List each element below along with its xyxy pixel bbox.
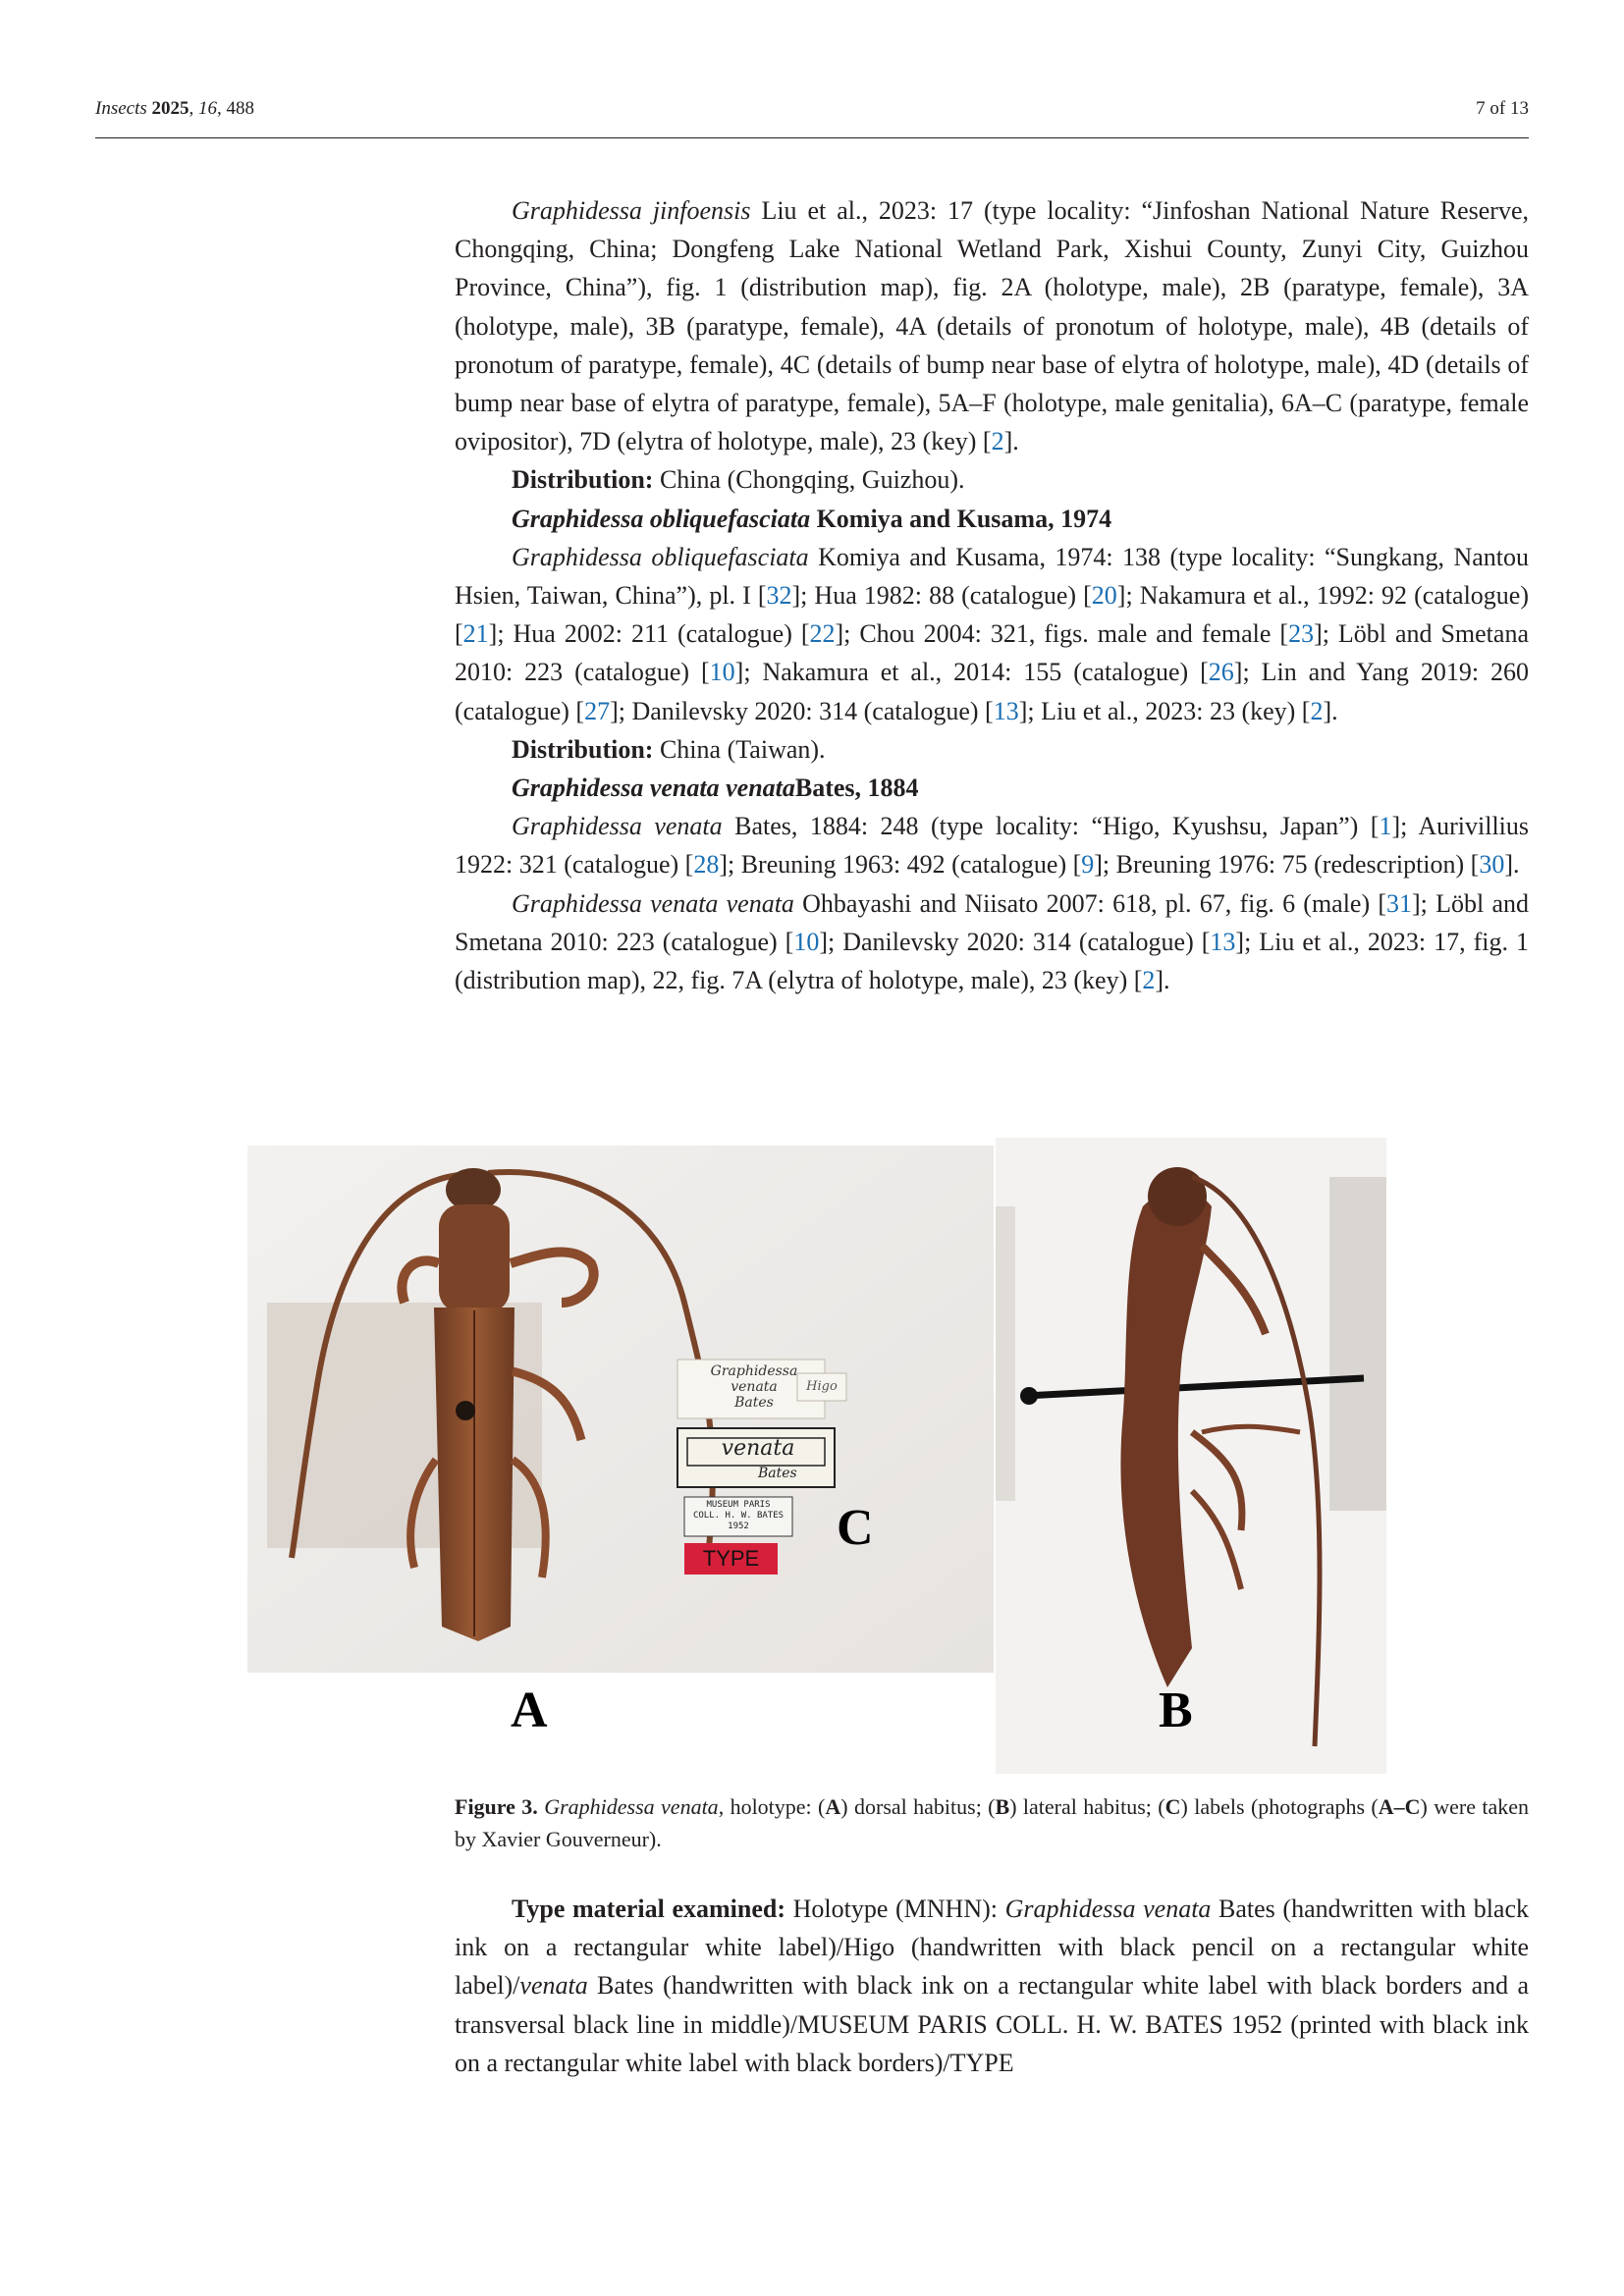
figure-letter-a: A (511, 1682, 548, 1738)
caption-panel-c: C (1164, 1794, 1181, 1819)
article-number: 488 (226, 98, 255, 119)
taxon-name: Graphidessa obliquefasciata (512, 504, 811, 533)
label-locality: Higo (806, 1379, 838, 1394)
paragraph-text: ]. (1504, 850, 1520, 880)
citation-link[interactable]: 13 (1210, 927, 1236, 956)
paragraph-venata-venata (455, 884, 1529, 1000)
distribution-label: Distribution: (512, 465, 654, 495)
paragraph-text: ]. (1155, 966, 1170, 995)
paragraph-text: ]; Nakamura et al., 1992: 92 (catalogue) [ (455, 581, 1529, 649)
journal-citation: Insects 2025, 16, 488 (95, 98, 255, 119)
heading-venata-venata (455, 769, 1529, 807)
citation-link[interactable]: 21 (462, 619, 489, 649)
paragraph-text: ]; Danilevsky 2020: 314 (catalogue) [ (819, 927, 1211, 956)
paragraph-text: ]; Danilevsky 2020: 314 (catalogue) [ (610, 696, 994, 725)
caption-panel-a: A (825, 1794, 841, 1819)
figure-caption (455, 1790, 1529, 1855)
paragraph-text: Liu et al., 2023: 17 (type locality: “Jinfoshan National Nature Reserve, Chongqing, China; Dongfeng Lake National Wetland Park, Xishui County, Zunyi City, Guizhou Province, China”), fig. 1 (distribution map), fig. 2A (holotype, male), 2B (paratype, female), 3A (holotype, male), 3B (paratype, female), 4A (details of pronotum of holotype, male), 4B (details of pronotum of paratype, female), 4C (details of bump near base of elytra of holotype, male), 4D (details of bump near base of elytra of paratype, female), 5A–F (holotype, male genitalia), 6A–C (paratype, female ovipositor), 7D (elytra of holotype, male), 23 (key) [ (455, 196, 1529, 456)
paragraph-distribution-2 (455, 730, 1529, 769)
label-type: TYPE (702, 1546, 760, 1571)
citation-link[interactable]: 28 (693, 850, 720, 880)
paragraph-text: Komiya and Kusama, 1974: 138 (type locality: “Sungkang, Nantou Hsien, Taiwan, China”), pl. I [ (455, 542, 1529, 611)
citation-link[interactable]: 32 (766, 581, 792, 611)
museum-line-1: MUSEUM PARIS (706, 1500, 771, 1510)
type-material-label: Type material examined: (512, 1895, 786, 1923)
citation-link[interactable]: 9 (1081, 850, 1095, 880)
paragraph-text: ]; Liu et al., 2023: 23 (key) [ (1018, 696, 1311, 725)
label-museum (686, 1500, 790, 1532)
paragraph-text: ]; Nakamura et al., 2014: 155 (catalogue) [ (734, 658, 1209, 687)
citation-link[interactable]: 30 (1479, 850, 1505, 880)
paragraph-text: Bates (handwritten with black ink on a rectangular white label with black borders and a transversal black line in middle)/MUSEUM PARIS COLL. H. W. BATES 1952 (printed with black ink on a rectangular white label with black borders)/TYPE (455, 1971, 1529, 2077)
label-venata: venata (721, 1436, 795, 1461)
taxon-name: Graphidessa venata (1004, 1895, 1212, 1923)
paragraph-text: ]; Chou 2004: 321, figs. male and female [ (835, 619, 1289, 649)
paragraph-text: ]; Breuning 1976: 75 (redescription) [ (1094, 850, 1480, 880)
journal-year: 2025 (151, 98, 189, 119)
taxon-name: venata (519, 1971, 588, 2001)
taxon-name: Graphidessa venata (512, 812, 723, 841)
label-species-text: venata (731, 1379, 778, 1395)
distribution-text: China (Chongqing, Guizhou). (653, 465, 965, 495)
caption-panel-ac: A–C (1378, 1794, 1421, 1819)
paragraph-venata (455, 807, 1529, 883)
taxon-name: Graphidessa venata venata (512, 888, 794, 918)
caption-label: Figure 3. (455, 1794, 538, 1819)
paragraph-text: ]; Breuning 1963: 492 (catalogue) [ (719, 850, 1082, 880)
citation-link[interactable]: 13 (993, 696, 1019, 725)
beetle-dorsal-illustration (247, 1146, 994, 1673)
citation-link[interactable]: 10 (709, 658, 735, 687)
paragraph-text: ]; Hua 1982: 88 (catalogue) [ (791, 581, 1092, 611)
citation-link[interactable]: 1 (1379, 812, 1392, 841)
paragraph-text: Bates (handwritten with black ink on a rectangular white label)/Higo (handwritten with black pencil on a rectangular white label)/ (455, 1895, 1529, 2001)
paragraph-text: Bates, 1884: 248 (type locality: “Higo, Kyushsu, Japan”) [ (722, 812, 1380, 841)
paragraph-text: ]; Aurivillius 1922: 321 (catalogue) [ (455, 812, 1530, 880)
citation-link[interactable]: 2 (1142, 966, 1156, 995)
paragraph-type-material (455, 1890, 1529, 2082)
caption-text: ) labels (photographs ( (1180, 1794, 1379, 1819)
figure-letter-b: B (1159, 1682, 1193, 1738)
caption-text: ) were taken by Xavier Gouverneur). (455, 1794, 1530, 1851)
taxon-name: Graphidessa venata venata (512, 774, 795, 803)
citation-link[interactable]: 10 (793, 927, 820, 956)
beetle-lateral-illustration (996, 1138, 1386, 1774)
label-genus-text: Graphidessa (710, 1363, 798, 1379)
paragraph-text: ]. (1003, 427, 1019, 456)
paragraph-text: Holotype (MNHN): (785, 1895, 1005, 1923)
citation-link[interactable]: 31 (1386, 888, 1413, 918)
taxon-name: Graphidessa obliquefasciata (512, 542, 809, 571)
paragraph-text: Ohbayashi and Niisato 2007: 618, pl. 67, fig. 6 (male) [ (793, 888, 1387, 918)
museum-line-3: 1952 (728, 1522, 749, 1531)
paragraph-obliquefasciata (455, 538, 1529, 730)
taxon-authors: Bates, 1884 (794, 774, 919, 803)
taxon-name: Graphidessa jinfoensis (512, 196, 751, 225)
citation-link[interactable]: 20 (1091, 581, 1117, 611)
citation-link[interactable]: 2 (991, 427, 1004, 456)
taxon-authors: Komiya and Kusama, 1974 (810, 504, 1112, 533)
citation-link[interactable]: 2 (1310, 696, 1324, 725)
page-number: 7 of 13 (1476, 98, 1529, 119)
distribution-text: China (Taiwan). (653, 734, 826, 764)
citation-link[interactable]: 26 (1208, 658, 1234, 687)
paragraph-text: ]; Hua 2002: 211 (catalogue) [ (488, 619, 810, 649)
paragraph-text: ]; Liu et al., 2023: 17, fig. 1 (distribution map), 22, fig. 7A (elytra of holotype, male), 23 (key) [ (455, 927, 1530, 995)
caption-text: ) dorsal habitus; ( (840, 1794, 996, 1819)
type-material-section (455, 1890, 1529, 2082)
caption-panel-b: B (995, 1794, 1010, 1819)
label-bates: Bates (758, 1466, 797, 1481)
paragraph-jinfoensis (455, 191, 1529, 460)
paragraph-text: ]. (1323, 696, 1338, 725)
figure-letter-c: C (837, 1500, 874, 1556)
label-author-text: Bates (734, 1395, 774, 1411)
heading-obliquefasciata (455, 500, 1529, 538)
journal-name: Insects (95, 98, 147, 119)
paragraph-text: ]; Lin and Yang 2019: 260 (catalogue) [ (455, 658, 1530, 725)
citation-link[interactable]: 23 (1288, 619, 1315, 649)
distribution-label: Distribution: (512, 734, 654, 764)
caption-taxon: Graphidessa venata (544, 1794, 719, 1819)
page-header (95, 86, 1529, 138)
citation-link[interactable]: 27 (584, 696, 611, 725)
figure-3a-dorsal-photo (247, 1146, 994, 1673)
caption-text: , holotype: ( (718, 1794, 826, 1819)
main-text (455, 191, 1529, 999)
museum-line-2: COLL. H. W. BATES (692, 1511, 785, 1521)
figure-3b-lateral-photo (996, 1138, 1386, 1774)
journal-volume: 16 (198, 98, 218, 119)
paragraph-distribution-1 (455, 460, 1529, 499)
caption-text: ) lateral habitus; ( (1009, 1794, 1165, 1819)
paragraph-text: ]; Löbl and Smetana 2010: 223 (catalogue) [ (455, 619, 1529, 687)
paragraph-text: ]; Löbl and Smetana 2010: 223 (catalogue) [ (455, 888, 1529, 956)
citation-link[interactable]: 22 (809, 619, 836, 649)
